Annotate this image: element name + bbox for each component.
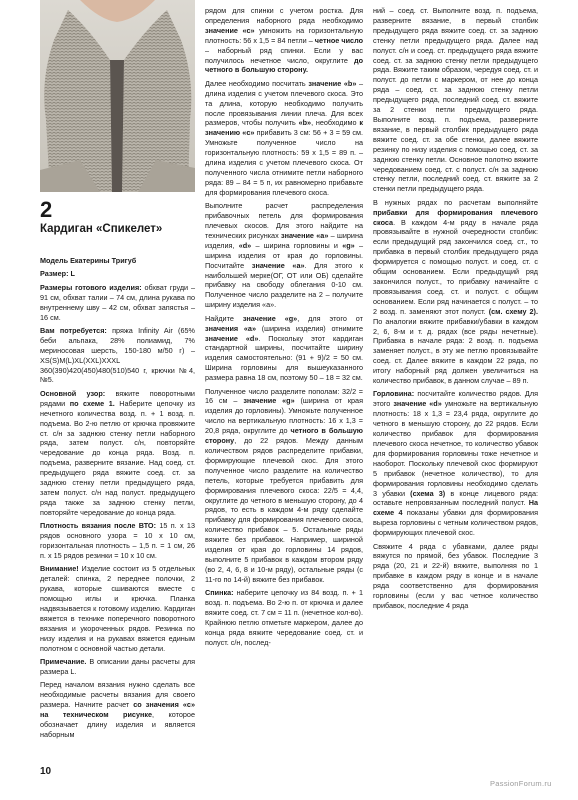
text-run: наберите цепочку из 84 возд. п. + 1 возд. п. подъема. Во 2-ю п. от крючка и далее вяжите соед. ст. 7 см = 11 п. (нечетное кол-во). Крайнюю петлю отметьте маркером, далее до конца ряда вяжите чередование соед. ст. и полуст. с/н, послед- (205, 588, 363, 647)
text-run: Наберите цепочку из нечетного количества возд. п. + 1 возд. п. подъема. Во 2-ю петлю от крючка провяжите ст. с/н за заднюю стенку петли наборного ряда, затем полуст. с/н, повторяйте чередование до конца ряда. Возд. п. подъема, разверните вязание. Над соед. ст. предыдущего ряда вяжите соед. ст. за заднюю стенку петли предыдущего ряда, затем полуст. с/н над полуст. предыдущего ряда также за заднюю стенку петли, повторяйте чередование до конца ряда. (40, 398, 195, 517)
cardigan-photo-image (40, 0, 195, 192)
text-run: Выполните расчет распределения прибавочных петель для формирования плечевых скосов. Для этого найдите на технических рисунках (205, 201, 363, 240)
text-run: – наборный ряд спинки. Если у вас получилось нечетное число, округлите (205, 45, 363, 65)
bold-run: значения «а» (205, 323, 256, 333)
text-run: рядом для спинки с учетом ростка. Для определения наборного ряда необходимо (205, 6, 363, 25)
paragraph (40, 256, 195, 266)
paragraph (373, 198, 538, 386)
bold-run: На схеме 4 (373, 498, 538, 518)
bold-run: «d» (238, 240, 252, 250)
bold-run: значение «g» (242, 313, 298, 323)
text-run: посчитайте количество рядов. Для этого (373, 389, 538, 409)
paragraph (40, 521, 195, 561)
text-run: . Поскольку этот кардиган стандартной ширины, посчитайте ширину изделия самостоятельно: (91 + 9)/2 = 50 см. Ширина горловины для вышеуказанного размера равна 18 см, поэтому 50 – 18 = 32 см. (205, 333, 363, 383)
text-run: – ширина горловины и (251, 240, 343, 250)
text-column-2 (205, 6, 363, 651)
paragraph (40, 657, 195, 677)
bold-run: Основной узор: (40, 388, 106, 398)
text-run: умножить на горизонтальную плотность: 56 х 1,5 = 84 петли – (205, 25, 363, 45)
text-run: , до 22 рядов. Между данным количеством рядов распределите прибавки, формирующие плечевой скос. Для этого полученное число разделите на количество петель, которые требуется прибавить для формирования плечевого скоса: 22/5 = 4,4, округлите до четного в меньшую сторону, до 4 рядов, то есть в каждом 4-м ряду сделайте прибавку для формирования плечевого скоса, количество прибавок – 5. Остальные ряды вяжите без прибавок. Например, шириной изделия от края до горловины 14 рядов, выполните 5 прибавок в каждом втором ряду (во 2, 4, 6, 8 и 10-м ряду), остальные ряды (с 11-го по 14-й) вяжите без прибавок. (205, 436, 363, 584)
paragraph (205, 201, 363, 310)
bold-run: значение «b» (308, 78, 357, 88)
paragraph (40, 680, 195, 739)
paragraph (373, 6, 538, 194)
text-run: 15 п. х 13 рядов основного узора = 10 х 10 см, горизонтальная плотность – 1,5 п. = 1 см, 26 п. х 15 рядов резинки = 10 х 10 см. (40, 521, 195, 560)
text-run: ний – соед. ст. Выполните возд. п. подъема, разверните вязание, в первый столбик предыдущего ряда вяжите соед. ст. за заднюю стенку петли предыдущего ряда. Далее над полуст. с/н и соед. ст. предыдущего ряда вяжите соед. ст. за заднюю стенку петли предыдущего ряда. Вяжите таким образом, чередуя соед. ст. и полуст. до петли с маркером, от нее до конца ряда – соед. ст. за заднюю стенку петли предыдущего ряда, последний соед. ст. вяжите за 2 стенки петли предыдущего ряда. Выполните возд. п. подъема, разверните вязание, в первый столбик предыдущего ряда вяжите соед. ст. за обе стенки, далее вяжите резинку по низу изделия с помощью соед. ст. за заднюю стенку петли. Основное полотно вяжите чередованием соед. ст. с полуст. с/н за заднюю стенку петли, последний соед. ст. вяжите за 2 стенки петли предыдущего ряда. (373, 6, 538, 194)
text-run: умножьте на вертикальную плотность: 18 х 1,3 = 23,4 ряда, округлите до четного в меньшую сторону, до 22 рядов. Если количество прибавок для формирования плечевого скоса нечетное, то количество убавок для формирования горловины тоже нечетное и наоборот. Поскольку плечевой скос формируют 5 прибавок (нечетное количество), то для формирования горловины необходимо сделать 3 убавки (373, 399, 538, 498)
text-run: Изделие состоит из 5 отдельных деталей: спинка, 2 переднее полочки, 2 рукава, которые сшиваются вместе с помощью иглы и крючка. Планка надвязывается к готовому изделию. Кардиган вяжется в технике поперечного поворотного вязания и укороченных рядов. Резинка по низу изделия и на рукавах вяжется единым полотном с основной частью детали. (40, 564, 195, 653)
text-run: По аналогии вяжите прибавки/убавки в каждом 2, 6, 8-м и т. д. рядах (все ряды нечетные). Прибавка в начале ряда: 2 возд. п. подъема заменяет полуст., в эту же петлю провязывайте соед. ст. Далее вяжите в каждом 22 ряда, по итогу наборный ряд должен увеличиться на количество прибавок, в данном случае – 89 п. (373, 316, 538, 386)
paragraph (373, 389, 538, 538)
text-run: , для этого от (297, 313, 363, 323)
bold-run: Размер: L (40, 269, 75, 279)
bold-run: Модель Екатерины Тригуб (40, 256, 137, 265)
bold-run: значение «d» (205, 333, 259, 343)
text-column-3 (373, 6, 538, 614)
bold-run: Внимание! (40, 564, 79, 574)
bold-run: к значению «с» (205, 118, 363, 138)
text-run: , необходимо (311, 118, 360, 128)
text-run: вяжите поворотными рядами (40, 388, 195, 408)
bold-run: Вам потребуется: (40, 325, 107, 335)
bold-run: значение «g» (243, 396, 295, 406)
page-number: 10 (40, 766, 52, 777)
bold-run: (схема 3) (410, 488, 446, 498)
bold-run: прибавки для формирования плечевого скоса (373, 207, 538, 227)
bold-run: четного в большую сторону (205, 426, 363, 446)
bold-run: Плотность вязания после ВТО: (40, 521, 156, 531)
bold-run: Спинка: (205, 588, 234, 598)
bold-run: Примечание. (40, 656, 87, 666)
text-run: Полученное число разделите пополам: 32/2 = 16 см – (205, 386, 363, 406)
bold-run: Размеры готового изделия: (40, 282, 142, 292)
bold-run: Горловина: (373, 389, 415, 399)
text-run: обхват груди – 91 см, обхват талии – 74 см, длина рукава по внутреннему шву – 42 см, обхват запястья – 16 см. (40, 282, 195, 322)
paragraph (40, 389, 195, 518)
bold-run: четное число (314, 35, 364, 45)
paragraph (40, 564, 195, 653)
text-run: прибавить 3 см: 56 + 3 = 59 см. Умножьте полученное число на горизонтальную плотность: 59 х 1,5 = 89 п. – длина изделия с учетом плечевого скоса. От полученного числа отнимите петли наборного ряда: 89 – 84 = 5 п, их равномерно прибавьте для формирования плечевого скоса. (205, 128, 363, 197)
text-run: в конце лицевого ряда: оставьте непровязанным последний полуст. (373, 488, 538, 508)
bold-run: со значения «с» на техническом рисунке (40, 700, 195, 719)
text-run: . В каждом 4-м ряду в начале ряда провязывайте в нужной очередности столбик: если предыдущий ряд закончился соед. ст., то прибавка в первый столбик предыдущего ряда формируется с помощью полуст. и соед. ст. с общим основанием. Если предыдущий ряд закончился полуст., то прибавку начинайте с провязывания соед. ст. и полуст. с общим основанием. Если ряд начинается с полуст. – то 2 возд. п. заменяют этот полуст. (373, 217, 538, 316)
text-run: Далее необходимо посчитать (205, 78, 309, 88)
text-run: – ширина изделия от края до горловины. Посчитайте (205, 240, 363, 270)
paragraph (40, 326, 195, 385)
paragraph (205, 79, 363, 198)
bold-run: по схеме 1. (69, 398, 115, 408)
bold-run: до четного в большую сторону. (205, 55, 363, 75)
text-run: Свяжите 4 ряда с убавками, далее ряды вяжутся по прямой, без убавок. Последние 3 ряда (20, 21 и 22-й) вяжите, выполняя по 1 прибавке в каждом ряду в конце и в начале ряда соответственно для формирования горловины (если у вас четное количество прибавок, последние 4 ряда (373, 541, 538, 610)
paragraph (40, 269, 195, 279)
paragraph (205, 314, 363, 383)
bold-run: «g» (342, 240, 355, 250)
bold-run: (см. схему 2). (488, 306, 538, 316)
paragraph (205, 6, 363, 75)
text-run: Найдите (205, 313, 243, 323)
text-run: – ширина изделия, (205, 230, 364, 250)
text-run: – длина изделия с учетом плечевого скоса. Это та длина, которую необходимо получить после провязывания линии плеча. Для всех размеров, чтобы получить (205, 78, 364, 128)
text-run: (ширина изделия) отнимите (255, 323, 363, 333)
text-run: В нужных рядах по расчетам выполняйте (373, 197, 538, 207)
paragraph (205, 387, 363, 585)
paragraph (373, 542, 538, 611)
pattern-number: 2 (40, 197, 53, 222)
cardigan-photo (40, 0, 195, 192)
bold-run: значение «а» (251, 260, 305, 270)
text-run: В описании даны расчеты для размера L. (40, 656, 195, 676)
pattern-title: Кардиган «Спикелет» (40, 223, 163, 235)
text-run: Перед началом вязания нужно сделать все необходимые расчеты вязания для своего размера. Начните расчет (40, 680, 195, 710)
site-watermark: PassionForum.ru (490, 779, 552, 788)
text-column-1 (40, 256, 195, 743)
bold-run: значение «с» (205, 25, 255, 35)
bold-run: значение «d» (393, 399, 442, 409)
paragraph (205, 588, 363, 647)
paragraph (40, 283, 195, 323)
text-run: показаны убавки для формирования выреза горловины с четным количеством рядов, формирующих плечевой скос. (373, 508, 538, 538)
text-run: пряжа Infinity Air (65% беби альпака, 28% полиамид, 7% мериносовая шерсть, 150-180 м/50 г) – XS(S)M(L)XL(XXL)XXXL 360(390)420(450)480(510)540 г, крючки №4, №5. (40, 325, 195, 385)
bold-run: значение «а» (281, 230, 329, 240)
text-run: , которое обозначает длину изделия и является наборным (40, 709, 195, 739)
bold-run: «b» (298, 118, 312, 128)
text-run: (ширина от края изделия до горловины). Умножьте полученное число на вертикальную плотность: 16 х 1,3 = 20,8 ряда, округлите до (205, 396, 364, 436)
text-run: . Для этого к наибольшей мерке(ОГ, ОТ или ОБ) сделайте прибавку на свободу облегания 0-10 см. Полученное число разделите на 2 – получите ширину изделия «а». (205, 260, 363, 310)
